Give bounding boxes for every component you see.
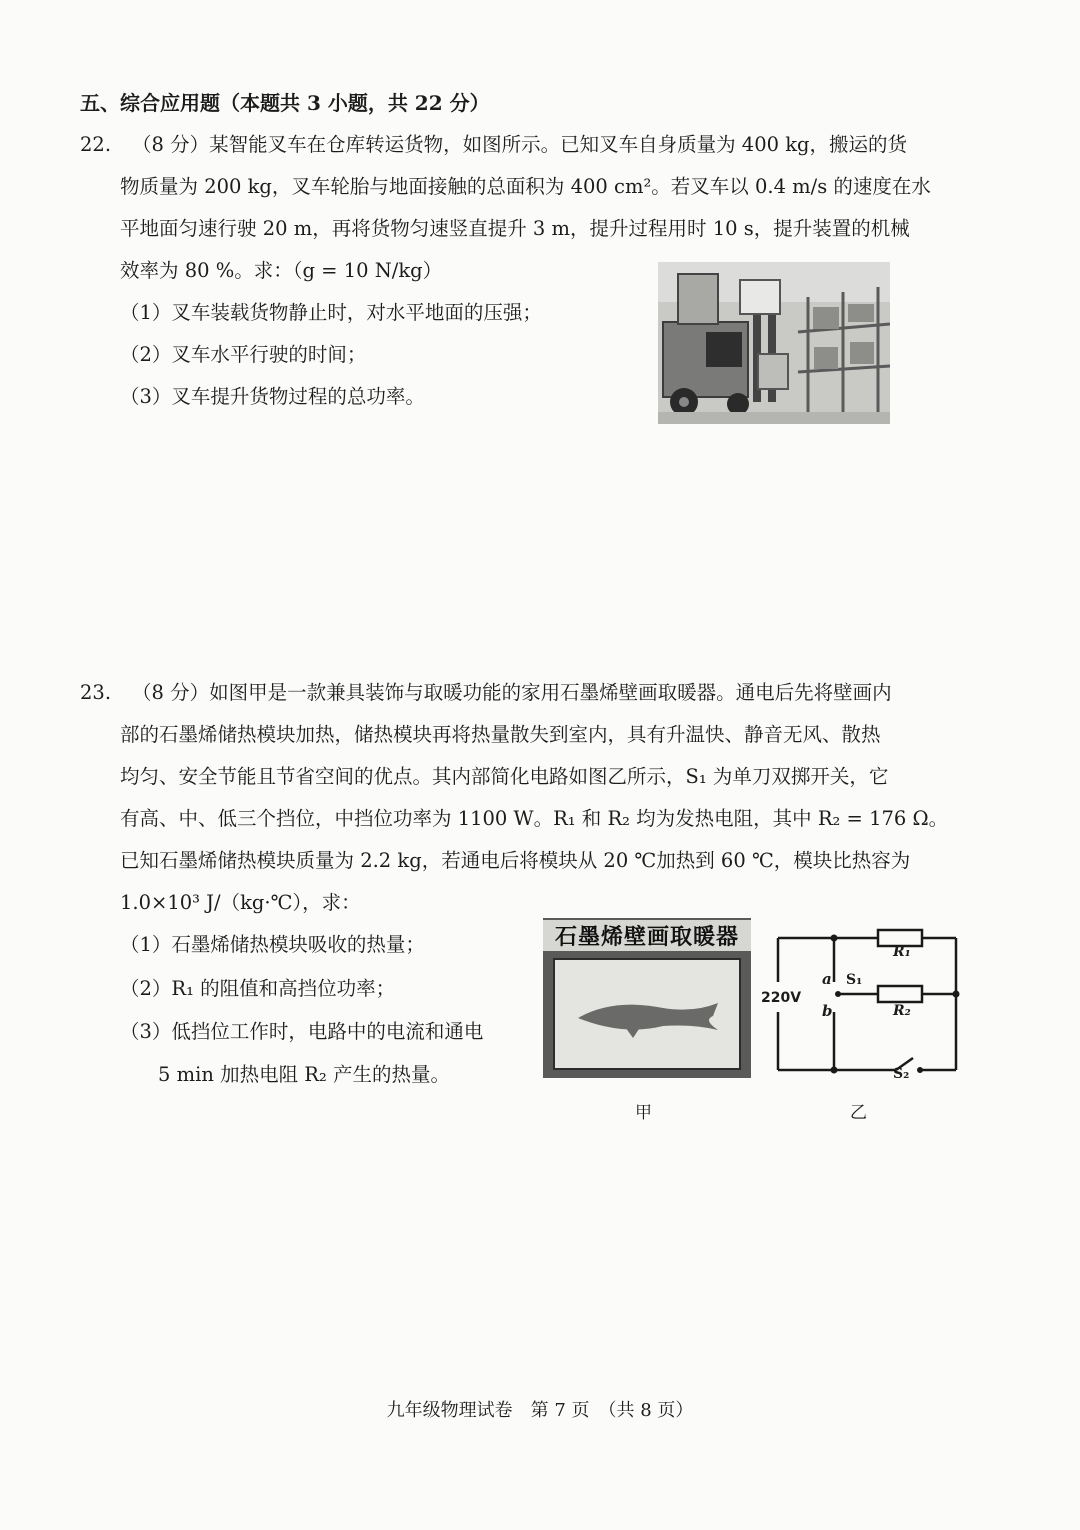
heater-photo — [543, 918, 751, 1078]
q22-text-1: （8 分）某智能叉车在仓库转运货物，如图所示。已知叉车自身质量为 400 kg，搬运的货 — [132, 133, 908, 156]
circuit-r2-label: R₂ — [893, 1003, 911, 1019]
whale-painting — [553, 958, 741, 1070]
q23-text-1: （8 分）如图甲是一款兼具装饰与取暖功能的家用石墨烯壁画取暖器。通电后先将壁画内 — [132, 681, 892, 704]
circuit-s2-label: S₂ — [893, 1066, 910, 1082]
heater-banner: 石墨烯壁画取暖器 — [543, 920, 751, 951]
q22-sub-1: （1）叉车装载货物静止时，对水平地面的压强； — [120, 301, 542, 324]
q23-line-3: 均匀、安全节能且节省空间的优点。其内部简化电路如图乙所示，S₁ 为单刀双掷开关，它 — [120, 765, 889, 788]
q23-sub-3-cont: 5 min 加热电阻 R₂ 产生的热量。 — [158, 1063, 450, 1086]
section-title: 五、综合应用题（本题共 3 小题，共 22 分） — [80, 91, 490, 115]
page-footer: 九年级物理试卷 第 7 页 （共 8 页） — [386, 1400, 694, 1421]
q23-line-5: 已知石墨烯储热模块质量为 2.2 kg，若通电后将模块从 20 ℃加热到 60 ℃，模块比热容为 — [120, 849, 911, 872]
q22-sub-3: （3）叉车提升货物过程的总功率。 — [120, 385, 425, 408]
fig-jia-caption: 甲 — [635, 1103, 652, 1123]
q23-sub-1: （1）石墨烯储热模块吸收的热量； — [120, 933, 425, 956]
q22-line-1 — [80, 130, 907, 160]
q23-sub-2: （2）R₁ 的阻值和高挡位功率； — [120, 977, 396, 1000]
forklift-photo — [658, 262, 890, 424]
q22-line-3: 平地面匀速行驶 20 m，再将货物匀速竖直提升 3 m，提升过程用时 10 s，提升装置的机械 — [120, 217, 910, 240]
circuit-r1-label: R₁ — [893, 944, 911, 960]
fig-yi-caption: 乙 — [850, 1103, 867, 1123]
q23-number: 23. — [80, 681, 112, 704]
circuit-a-label: a — [822, 970, 832, 988]
q23-line-1 — [80, 678, 892, 708]
forklift-illustration — [658, 262, 890, 424]
circuit-s1-label: S₁ — [846, 972, 863, 988]
q23-sub-3: （3）低挡位工作时，电路中的电流和通电 — [120, 1020, 484, 1043]
q23-line-6: 1.0×10³ J/（kg·℃），求： — [120, 891, 361, 914]
circuit-b-label: b — [822, 1002, 833, 1020]
q22-line-2: 物质量为 200 kg，叉车轮胎与地面接触的总面积为 400 cm²。若叉车以 0.4 m/s 的速度在水 — [120, 175, 931, 198]
q22-line-4: 效率为 80 %。求：（g = 10 N/kg） — [120, 259, 443, 282]
circuit-voltage-label: 220V — [761, 990, 802, 1006]
q23-line-2: 部的石墨烯储热模块加热，储热模块再将热量散失到室内，具有升温快、静音无风、散热 — [120, 723, 881, 746]
q22-number: 22. — [80, 133, 112, 156]
q23-line-4: 有高、中、低三个挡位，中挡位功率为 1100 W。R₁ 和 R₂ 均为发热电阻，其中 R₂ = 176 Ω。 — [120, 807, 949, 830]
q22-sub-2: （2）叉车水平行驶的时间； — [120, 343, 367, 366]
